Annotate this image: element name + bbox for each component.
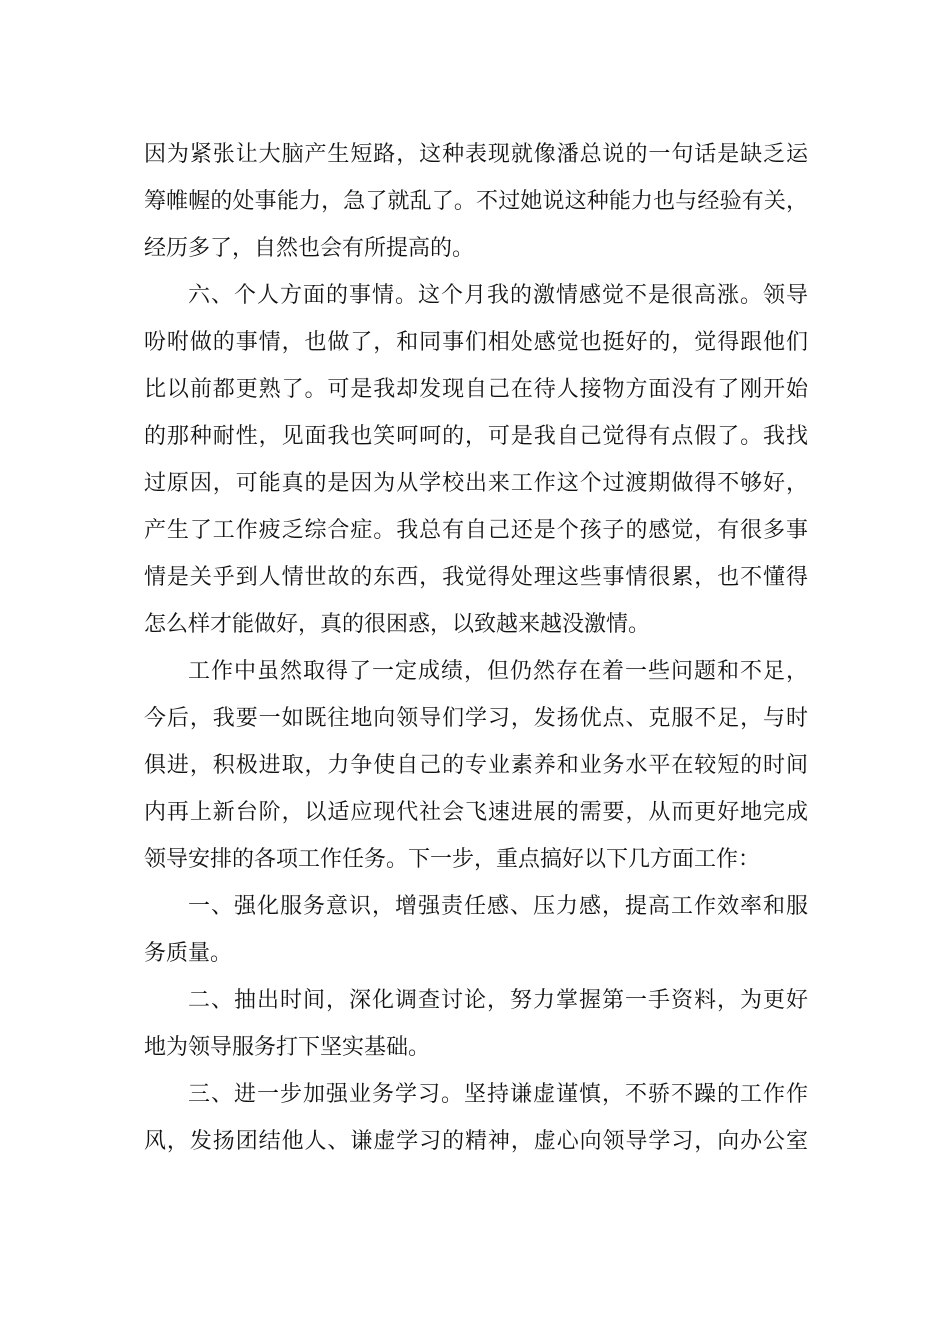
text-line: 六、个人方面的事情。这个月我的激情感觉不是很高涨。领导: [188, 283, 808, 308]
text-line: 的那种耐性，见面我也笑呵呵的，可是我自己觉得有点假了。我找: [144, 424, 808, 449]
text-line: 吩咐做的事情，也做了，和同事们相处感觉也挺好的，觉得跟他们: [144, 330, 808, 355]
document-body: [144, 131, 808, 1165]
text-line: 今后，我要一如既往地向领导们学习，发扬优点、克服不足，与时: [144, 706, 808, 731]
text-line: 因为紧张让大脑产生短路，这种表现就像潘总说的一句话是缺乏运: [144, 142, 808, 167]
text-line: 领导安排的各项工作任务。下一步，重点搞好以下几方面工作：: [144, 847, 761, 872]
text-line: 怎么样才能做好，真的很困惑，以致越来越没激情。: [144, 612, 651, 637]
text-line: 经历多了，自然也会有所提高的。: [144, 236, 475, 261]
text-line: 情是关乎到人情世故的东西，我觉得处理这些事情很累，也不懂得: [144, 565, 808, 590]
text-line: 工作中虽然取得了一定成绩，但仍然存在着一些问题和不足，: [188, 659, 808, 684]
text-line: 过原因，可能真的是因为从学校出来工作这个过渡期做得不够好，: [144, 471, 808, 496]
text-line: 一、强化服务意识，增强责任感、压力感，提高工作效率和服: [188, 894, 808, 919]
text-line: 二、抽出时间，深化调查讨论，努力掌握第一手资料，为更好: [188, 988, 808, 1013]
text-line: 务质量。: [144, 941, 233, 966]
text-line: 比以前都更熟了。可是我却发现自己在待人接物方面没有了刚开始: [144, 377, 808, 402]
text-line: 三、进一步加强业务学习。坚持谦虚谨慎，不骄不躁的工作作: [188, 1082, 808, 1107]
text-line: 地为领导服务打下坚实基础。: [144, 1035, 431, 1060]
text-line: 筹帷幄的处事能力，急了就乱了。不过她说这种能力也与经验有关，: [144, 189, 808, 214]
text-line: 俱进，积极进取，力争使自己的专业素养和业务水平在较短的时间: [144, 753, 808, 778]
text-line: 风，发扬团结他人、谦虚学习的精神，虚心向领导学习，向办公室: [144, 1129, 808, 1154]
text-line: 内再上新台阶，以适应现代社会飞速进展的需要，从而更好地完成: [144, 800, 808, 825]
text-line: 产生了工作疲乏综合症。我总有自己还是个孩子的感觉，有很多事: [144, 518, 808, 543]
